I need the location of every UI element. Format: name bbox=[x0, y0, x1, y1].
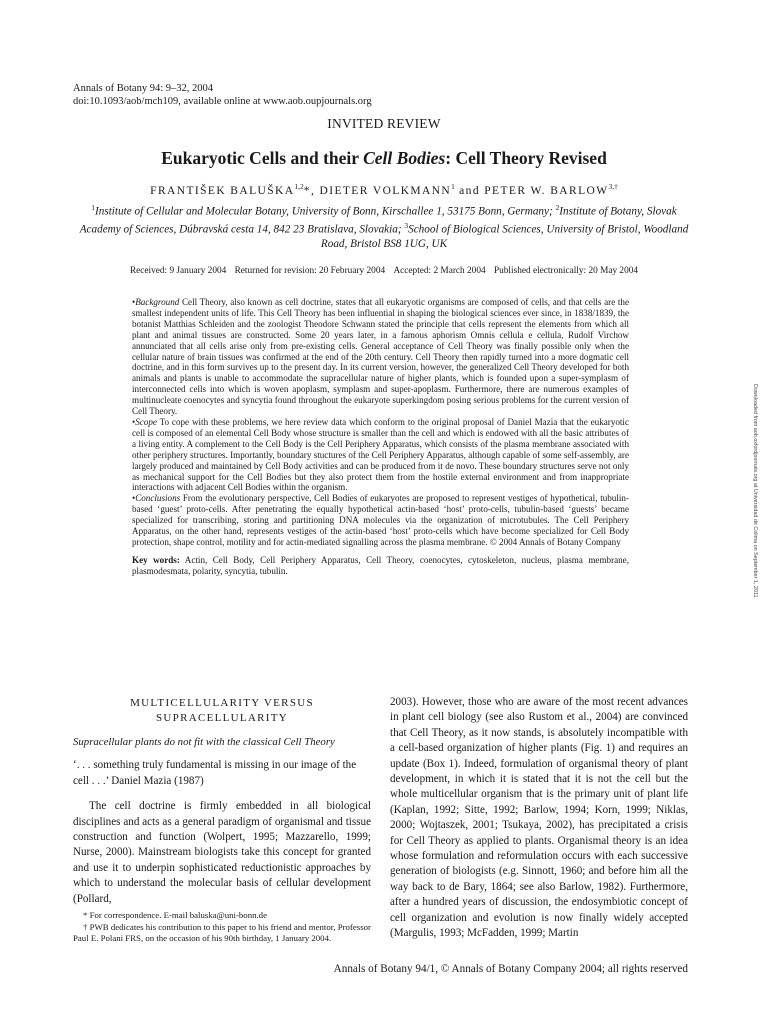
keywords-text: Actin, Cell Body, Cell Periphery Apparatus, Cell Theory, coenocytes, cytoskeleton, nucleus, plasma membrane, plasmodesmata, polarity, syncytia, tubulin. bbox=[132, 554, 629, 576]
abstract-heading: Conclusions bbox=[135, 493, 181, 504]
affiliations bbox=[72, 201, 696, 252]
author-affil-sup: 1 bbox=[451, 182, 455, 191]
footnote-dedication: † PWB dedicates his contribution to this paper to his friend and mentor, Professor Paul E. Polani FRS, on the occasion of his 90th birthday, 1 January 2004. bbox=[73, 921, 371, 943]
body-paragraph: The cell doctrine is firmly embedded in all biological disciplines and acts as a general paradigm of organismal and tissue construction and function (Wolpert, 1995; Mazzarello, 1999; Nurse, 2000). Mainstream biologists take this concept for granted and use it to underpin sophisticated reductionistic approaches by which to understand the molecular basis of cellular development (Pollard, bbox=[73, 800, 371, 905]
affiliation-text: Institute of Botany, Slovak Academy of Sciences, Dúbravská cesta 14, 842 23 Bratislava, Slovakia; bbox=[79, 205, 677, 236]
author-affil-sup: 3,† bbox=[608, 182, 618, 191]
affiliation-sup: 3 bbox=[404, 221, 409, 231]
published-date: Published electronically: 20 May 2004 bbox=[493, 266, 639, 276]
title-part-2: : Cell Theory Revised bbox=[445, 148, 607, 168]
left-column bbox=[73, 695, 371, 907]
journal-citation bbox=[73, 82, 372, 108]
accepted-date: Accepted: 2 March 2004 bbox=[393, 266, 486, 276]
author-separator: , bbox=[310, 184, 320, 197]
download-watermark: Downloaded from aob.oxfordjournals.org at Universidad de Colima on September 1, 2011 bbox=[752, 384, 758, 598]
page-footer: Annals of Botany 94/1, © Annals of Botany Company 2004; all rights reserved bbox=[333, 963, 688, 975]
publication-dates bbox=[0, 266, 768, 276]
article-title bbox=[0, 148, 768, 169]
revision-date: Returned for revision: 20 February 2004 bbox=[234, 266, 386, 276]
author-name: DIETER VOLKMANN bbox=[319, 184, 452, 197]
received-date: Received: 9 January 2004 bbox=[129, 266, 227, 276]
journal-line: Annals of Botany 94: 9–32, 2004 bbox=[73, 83, 213, 94]
doi-line: doi:10.1093/aob/mch109, available online at www.aob.oupjournals.org bbox=[73, 96, 372, 107]
footnotes bbox=[73, 910, 371, 945]
abstract-text: To cope with these problems, we here review data which conform to the original proposal of Daniel Mazia that the eukaryotic cell is composed of an elemental Cell Body whose structure is smaller than the cell and which is endowed with all the basic attributes of a living entity. A complement to the Cell Body is the Cell Periphery Apparatus, which consists of the plasma membrane associated with other periphery structures. Importantly, boundary stuctures of the Cell Periphery Apparatus, although capable of some self-assembly, are largely produced and maintained by Cell Body activities and can be produced from it de novo. These boundary structures serve not only as mechanical support for the Cell Bodies but they also protect them from the hostile external environment and from inappropriate interactions with adjacent Cell Bodies within the organism. bbox=[132, 416, 629, 493]
section-heading: SUPRACELLULARITY bbox=[155, 712, 289, 724]
keywords bbox=[132, 555, 629, 577]
affiliation-text: School of Biological Sciences, University of Bristol, Woodland Road, Bristol BS8 1UG, UK bbox=[320, 223, 689, 251]
affiliation-text: Institute of Cellular and Molecular Botany, University of Bonn, Kirschallee 1, 53175 Bonn, Germany; bbox=[95, 205, 556, 218]
abstract-scope: •Scope To cope with these problems, we here review data which conform to the original proposal of Daniel Mazia that the eukaryotic cell is composed of an elemental Cell Body whose structure is smaller than the cell and which is endowed with all the basic attributes of a living entity. A complement to the Cell Body is the Cell Periphery Apparatus, which consists of the plasma membrane associated with other periphery structures. Importantly, boundary stuctures of the Cell Periphery Apparatus, although capable of some self-assembly, are largely produced and maintained by Cell Body activities and can be produced from it de novo. These boundary structures serve not only as mechanical support for the Cell Bodies but they also protect them from the hostile external environment and from inappropriate interactions with adjacent Cell Bodies within the organism. bbox=[132, 416, 629, 493]
subsection-heading: Supracellular plants do not fit with the classical Cell Theory bbox=[73, 736, 335, 748]
section-heading: MULTICELLULARITY VERSUS bbox=[130, 697, 314, 709]
abstract-background: •Background Cell Theory, also known as cell doctrine, states that all eukaryotic organisms are composed of cells, and that cells are the smallest independent units of life. This Cell Theory has been influential in shaping the biological sciences ever since, in 1838/1839, the botanist Matthias Schleiden and the zoologist Theodore Schwann stated the principle that cells represent the elements from which all plant and animal tissues are constructed. Some 20 years later, in a famous aphorism Omnis cellula e cellula, Rudolf Virchow annunciated that all cells arise only from pre-existing cells. General acceptance of Cell Theory was finally possible only when the cellular nature of brain tissues was confirmed at the end of the 20th century. Cell Theory then rapidly turned into a more dogmatic cell doctrine, and in this form survives up to the present day. In its current version, however, the generalized Cell Theory developed for both animals and plants is unable to accommodate the supracellular nature of higher plants, which is founded upon a super-symplasm of interconnected cells into which is woven apoplasm, symplasm and super-apoplasm. Furthermore, there are numerous examples of multinucleate coenocytes and syncytia found throughout the eukaryote superkingdom posing serious problems for the current version of Cell Theory. bbox=[132, 297, 629, 417]
article-type: INVITED REVIEW bbox=[327, 116, 441, 131]
body-paragraph: 2003). However, those who are aware of the most recent advances in plant cell biology (see also Rustom et al., 2004) are convinced that Cell Theory, as it now stands, is absolutely incompatible with a cell-based organization of higher plants (Fig. 1) and requires an update (Box 1). Indeed, formulation of organismal theory of plant development, in which it is stated that it is not the cell but the whole multicellular organism that is the primary unit of plant life (Kaplan, 1992; Sitte, 1992; Barlow, 1994; Korn, 1999; Niklas, 2000; Wojtaszek, 2001; Tsukaya, 2002), has precipitated a crisis for Cell Theory as applied to plants. Organismal theory is an idea whose formulation and reformulation occurs with each successive generation of biologists (e.g. Sinnott, 1960; and before him all the way back to de Bary, 1864; see also Barlow, 1982). Furthermore, after a hundred years of discussion, the endosymbiotic concept of cell organization and evolution is now finally widely accepted (Margulis, 1993; McFadden, 1999; Martin bbox=[390, 696, 688, 940]
author-name: FRANTIŠEK BALUŠKA bbox=[150, 184, 295, 197]
abstract-conclusions: •Conclusions From the evolutionary perspective, Cell Bodies of eukaryotes are proposed to represent vestiges of hypothetical, tubulin-based ‘guest’ proto-cells. After penetrating the equally hypothetical actin-based ‘host’ proto-cells, tubulin-based ‘guests’ became specialized for transcribing, storing and partitioning DNA molecules via the organization of microtubules. The Cell Periphery Apparatus, on the other hand, represents vestiges of the actin-based ‘host’ proto-cells which have become specialized for Cell Body protection, shape control, motility and for actin-mediated signalling across the plasma membrane. © 2004 Annals of Botany Company bbox=[132, 493, 629, 547]
affiliation-sup: 2 bbox=[555, 203, 560, 212]
affiliation-sup: 1 bbox=[91, 203, 96, 212]
title-italic: Cell Bodies bbox=[363, 148, 446, 168]
abstract bbox=[132, 297, 629, 577]
correspondence-mark: * bbox=[303, 184, 311, 197]
footnote-correspondence: * For correspondence. E-mail baluska@uni-bonn.de bbox=[83, 910, 267, 920]
author-affil-sup: 1,2 bbox=[294, 182, 304, 191]
copyright-notice: © 2004 Annals of Botany Company bbox=[489, 536, 621, 547]
epigraph-quote: ‘. . . something truly fundamental is missing in our image of the cell . . .’ Daniel Mazia (1987) bbox=[73, 759, 357, 787]
author-list bbox=[0, 182, 768, 197]
author-name: PETER W. BARLOW bbox=[484, 184, 609, 197]
abstract-heading: Background bbox=[135, 297, 180, 307]
keywords-label: Key words: bbox=[132, 554, 180, 565]
abstract-heading: Scope bbox=[135, 416, 157, 427]
title-part-1: Eukaryotic Cells and their bbox=[161, 148, 364, 168]
author-separator: and bbox=[454, 184, 485, 197]
right-column bbox=[390, 695, 688, 942]
abstract-text: From the evolutionary perspective, Cell Bodies of eukaryotes are proposed to represent vestiges of hypothetical, tubulin-based ‘guest’ proto-cells. After penetrating the equally hypothetical actin-based ‘host’ proto-cells, tubulin-based ‘guests’ became specialized for transcribing, storing and partitioning DNA molecules via the organization of microtubules. The Cell Periphery Apparatus, on the other hand, represents vestiges of the actin-based ‘host’ proto-cells which have become specialized for Cell Body protection, shape control, motility and for actin-mediated signalling across the plasma membrane. bbox=[132, 493, 629, 547]
abstract-text: Cell Theory, also known as cell doctrine, states that all eukaryotic organisms are composed of cells, and that cells are the smallest independent units of life. This Cell Theory has been influential in shaping the biological sciences ever since, in 1838/1839, the botanist Matthias Schleiden and the zoologist Theodore Schwann stated the principle that cells represent the elements from which all plant and animal tissues are constructed. Some 20 years later, in a famous aphorism Omnis cellula e cellula, Rudolf Virchow annunciated that all cells arise only from pre-existing cells. General acceptance of Cell Theory was finally possible only when the cellular nature of brain tissues was confirmed at the end of the 20th century. Cell Theory then rapidly turned into a more dogmatic cell doctrine, and in this form survives up to the present day. In its current version, however, the generalized Cell Theory developed for both animals and plants is unable to accommodate the supracellular nature of higher plants, which is founded upon a super-symplasm of interconnected cells into which is woven apoplasm, symplasm and super-apoplasm. Furthermore, there are numerous examples of multinucleate coenocytes and syncytia found throughout the eukaryote superkingdom posing serious problems for the current version of Cell Theory. bbox=[132, 297, 629, 417]
